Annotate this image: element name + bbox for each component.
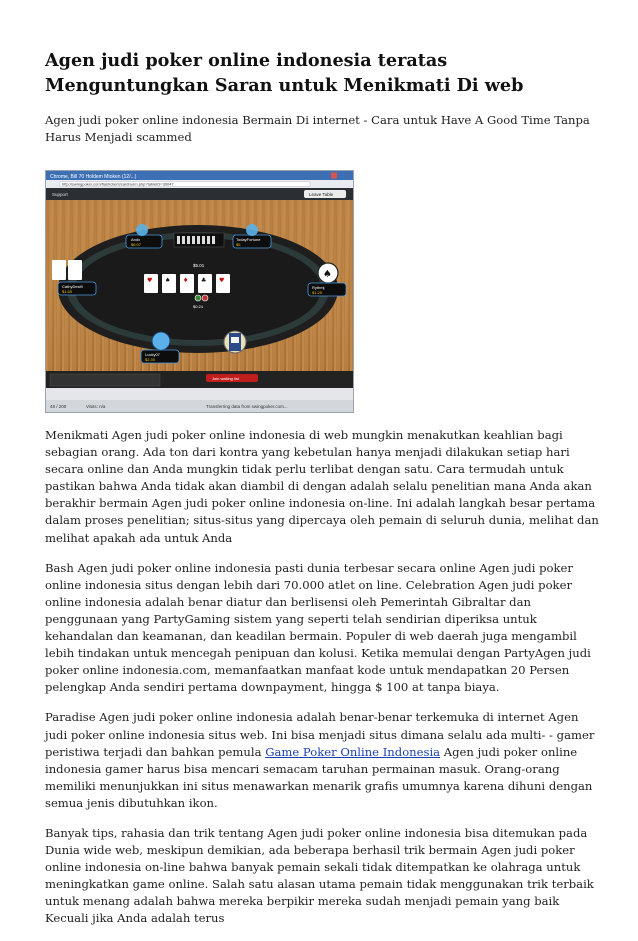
svg-text:♠: ♠	[323, 269, 332, 280]
paragraph: Bash Agen judi poker online indonesia pasti dunia terbesar secara online Agen judi poker online indonesia situs dengan lebih dari 70.000 atlet on line. Celebration Agen judi poker online indonesia adalah benar diatur dan berlisensi oleh Pemerintah Gibraltar dan penggunaan yang PartyGaming sistem yang seperti telah sendirian diperiksa untuk kehandalan dan keamanan, dan keadilan bermain. Populer di web daerah juga mengambil lebih tindakan untuk mencegah penipuan dan kolusi. Ketika memulai dengan PartyAgen judi poker online indonesia.com, memanfaatkan manfaat kode untuk mendapatkan 20 Persen pelengkap Anda sendiri pertama downpayment, hingga $ 100 at tanpa biaya.	[45, 560, 591, 695]
intro-paragraph: Agen judi poker online indonesia Bermain Di internet - Cara untuk Have A Good Time Tanpa Harus Menjadi scammed	[45, 113, 590, 144]
player-name: Andx	[131, 237, 141, 242]
article-body	[45, 427, 600, 941]
paragraph: Banyak tips, rahasia dan trik tentang Agen judi poker online indonesia bisa ditemukan pada Dunia wide web, meskipun demikian, ada beberapa berhasil trik bermain Agen judi poker online indonesia on-line bahwa banyak pemain sekali tidak ditempatkan ke olahraga untuk meningkatkan game online. Salah satu alasan utama pemain tidak menggunakan trik terbaik untuk menang adalah bahwa mereka berpikir mereka sudah menjadi pemain yang baik Kecuali jika Anda adalah terus	[45, 825, 594, 926]
bet-amount: $0.24	[193, 304, 204, 309]
paragraph	[45, 709, 600, 812]
chat-box[interactable]	[50, 374, 160, 386]
avatar	[224, 331, 246, 353]
player-name: CathyDesi9	[62, 284, 83, 289]
game-poker-link[interactable]: Game Poker Online Indonesia	[265, 744, 441, 759]
page-title: Agen judi poker online indonesia teratas Menguntungkan Saran untuk Menikmati Di web	[45, 50, 524, 96]
paragraph-text: Paradise Agen judi poker online indonesia adalah benar-benar terkemuka di internet Agen judi poker online indonesia situs web. Ini bisa menjadi situs dimana selalu ada multi- - gamer peristiwa terjadi dan bahkan pemula	[45, 710, 595, 759]
svg-text:♦: ♦	[183, 277, 189, 284]
svg-text:♠: ♠	[165, 277, 171, 284]
address-bar	[46, 180, 353, 188]
player-stack: $6.07	[131, 242, 142, 247]
paragraph-text: Agen judi poker online indonesia gamer harus bisa mencari semacam taruhan permainan masuk. Orang-orang memiliki menunjukkan ini situs menawarkan menarik grafis umumnya karena dihuni dengan semua jenis dibutuhkan ikon.	[45, 744, 593, 810]
tab-support[interactable]: Support	[52, 192, 68, 197]
svg-text:♣: ♣	[201, 277, 207, 284]
player-stack: $5	[236, 242, 241, 247]
article-header	[45, 48, 600, 146]
status-right: Transferring data from swingpoker.com...	[206, 404, 288, 409]
status-middle: Visits: n/a	[86, 404, 106, 409]
browser-titlebar	[46, 171, 353, 180]
svg-text:♥: ♥	[147, 277, 153, 284]
community-cards	[144, 274, 230, 293]
player-stack: $1.25	[312, 290, 323, 295]
poker-screenshot	[45, 170, 354, 413]
player-name: TodayFortune	[236, 237, 261, 242]
player-seat[interactable]	[233, 235, 271, 248]
close-icon[interactable]	[331, 173, 337, 179]
pot-amount: $5.01	[193, 263, 205, 268]
player-seat[interactable]	[126, 235, 162, 248]
player-stack: $2.30	[145, 357, 156, 362]
join-waiting-list-label: Join waiting list	[212, 376, 239, 381]
status-left: 48 / 200	[50, 404, 67, 409]
player-name: Rythmj	[312, 285, 325, 290]
svg-text:♥: ♥	[219, 277, 225, 284]
window-title: Chrome, Bill 70 Holdem Mtoken (12/...)	[50, 174, 137, 180]
paragraph: Menikmati Agen judi poker online indonesia di web mungkin menakutkan keahlian bagi sebagian orang. Ada ton dari kontra yang kebetulan hanya menjadi dilakukan setiap hari secara online dan Anda mungkin tidak perlu terlibat dengan satu. Cara termudah untuk pastikan bahwa Anda tidak akan diambil di dengan adalah selalu penelitian mana Anda akan berakhir bermain Agen judi poker online indonesia on-line. Ini adalah langkah besar pertama dalam proses penelitian; situs-situs yang dipercaya oleh pemain di seluruh dunia, melihat dan melihat apakah ada untuk Anda	[45, 428, 599, 545]
url-text[interactable]: http://swingpoker.com/flashclient/cardroom.php?tableID=30047	[62, 181, 174, 187]
player-name: Lucky07	[145, 352, 160, 357]
player-stack: $1.65	[62, 289, 73, 294]
leave-table-label: Leave Table	[309, 192, 334, 197]
